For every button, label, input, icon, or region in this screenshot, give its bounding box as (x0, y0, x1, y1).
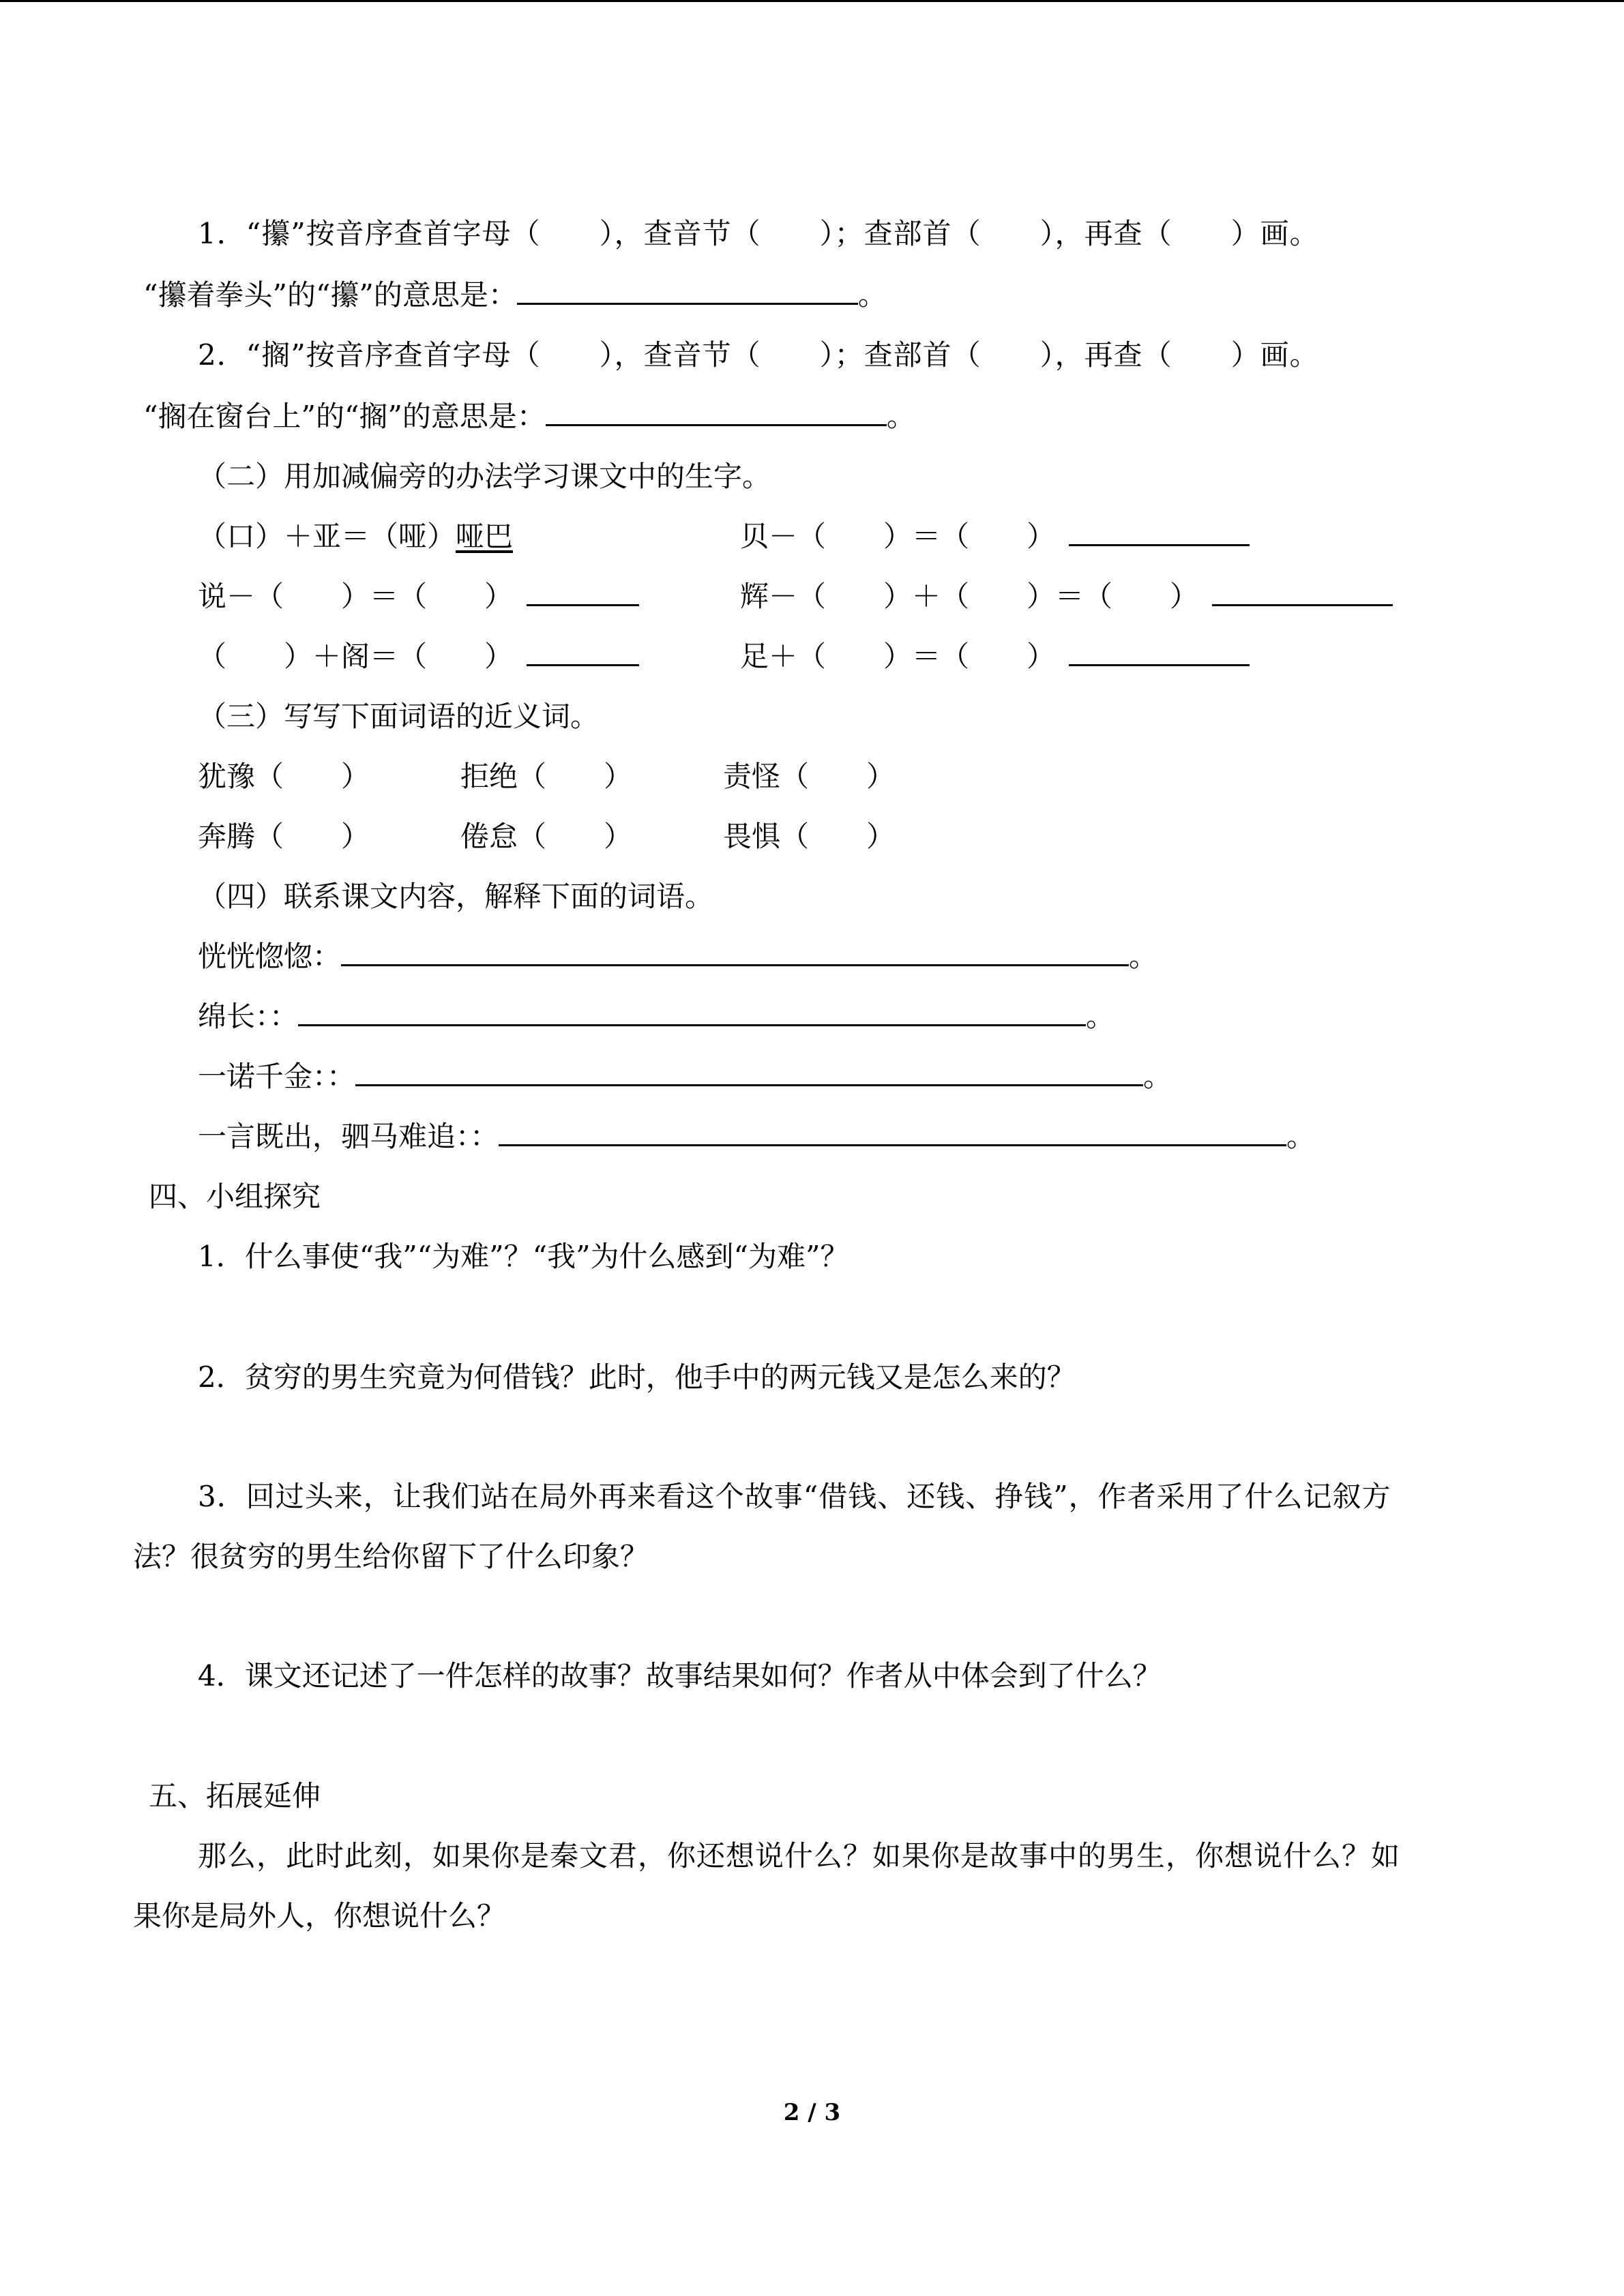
section-heading-extension: 五、拓展延伸 (149, 1779, 321, 1813)
page-top-border (0, 0, 1624, 2)
inquiry-question-3-cont: 法？很贫穷的男生给你留下了什么印象？ (133, 1540, 649, 1573)
q1-line-a: 1．“攥”按音序查首字母（ ），查音节（ ）；查部首（ ），再查（ ）画。 (198, 217, 1319, 250)
extension-paragraph: 那么，此时此刻，如果你是秦文君，你还想说什么？如果你是故事中的男生，你想说什么？如 (198, 1839, 1401, 1873)
q2-prompt: “搁在窗台上”的“搁”的意思是： (143, 400, 546, 433)
q2-line-a: 2．“搁”按音序查首字母（ ），查音节（ ）；查部首（ ），再查（ ）画。 (198, 338, 1319, 372)
term-label: 恍恍惚惚： (198, 940, 342, 973)
term-period: 。 (1129, 940, 1158, 973)
inquiry-question-2: 2．贫穷的男生究竟为何借钱？此时，他手中的两元钱又是怎么来的？ (198, 1360, 1076, 1394)
term-period: 。 (1286, 1120, 1316, 1153)
q2-period: 。 (886, 400, 915, 433)
term-answer-blank[interactable] (499, 1118, 1286, 1146)
synonym-item: 畏惧（ ） (723, 820, 896, 853)
term-row (198, 1056, 1172, 1097)
term-row (198, 936, 1157, 977)
sub2-blank[interactable] (1212, 578, 1393, 606)
q1-answer-blank[interactable] (517, 277, 858, 305)
sub2-row3-left (198, 636, 639, 677)
sub3-title: （三）写写下面词语的近义词。 (198, 700, 600, 733)
term-answer-blank[interactable] (341, 938, 1129, 966)
q2-answer-blank[interactable] (546, 398, 887, 426)
term-row (198, 1116, 1315, 1157)
q1-prompt: “攥着拳头”的“攥”的意思是： (143, 278, 517, 312)
sub2-title: （二）用加减偏旁的办法学习课文中的生字。 (198, 460, 771, 493)
sub2-formula: 足＋（ ）＝（ ） (740, 640, 1056, 673)
sub2-blank[interactable] (527, 578, 639, 606)
sub2-blank[interactable] (527, 638, 639, 666)
synonym-item: 责怪（ ） (723, 760, 896, 793)
sub2-blank[interactable] (1069, 638, 1250, 666)
page-number: 2 / 3 (783, 2099, 841, 2126)
inquiry-question-3: 3．回过头来，让我们站在局外再来看这个故事“借钱、还钱、挣钱”，作者采用了什么记叙方 (198, 1480, 1391, 1513)
synonym-item: 倦怠（ ） (460, 820, 633, 853)
term-label: 一言既出，驷马难追：： (198, 1120, 499, 1153)
term-answer-blank[interactable] (355, 1058, 1143, 1086)
sub2-row1-right (740, 516, 1250, 557)
term-period: 。 (1143, 1060, 1172, 1093)
extension-paragraph-cont: 果你是局外人，你想说什么？ (133, 1899, 506, 1933)
sub2-row3-right (740, 636, 1250, 677)
term-row (198, 996, 1114, 1037)
term-label: 一诺千金：： (198, 1060, 356, 1093)
synonym-item: 拒绝（ ） (460, 760, 633, 793)
sub2-formula: 辉－（ ）＋（ ）＝（ ） (740, 580, 1199, 613)
sub2-row2-right (740, 576, 1393, 617)
sub2-example-formula: （口）＋亚＝（哑） (198, 520, 456, 553)
inquiry-question-1: 1．什么事使“我”“为难”？“我”为什么感到“为难”？ (198, 1240, 849, 1273)
term-label: 绵长：： (198, 1000, 299, 1033)
sub2-formula: 贝－（ ）＝（ ） (740, 520, 1056, 553)
sub2-formula: 说－（ ）＝（ ） (198, 580, 514, 613)
term-period: 。 (1086, 1000, 1115, 1033)
sub2-example-answer: 哑巴 (456, 520, 514, 553)
q2-line-b (143, 396, 915, 437)
sub2-blank[interactable] (1069, 518, 1250, 546)
sub2-formula: （ ）＋阁＝（ ） (198, 640, 514, 673)
sub2-row1-left (198, 516, 513, 557)
term-answer-blank[interactable] (298, 998, 1086, 1026)
q1-line-b (143, 275, 887, 316)
sub4-title: （四）联系课文内容，解释下面的词语。 (198, 880, 714, 913)
sub2-row2-left (198, 576, 639, 617)
inquiry-question-4: 4．课文还记述了一件怎样的故事？故事结果如何？作者从中体会到了什么？ (198, 1659, 1162, 1693)
synonym-item: 犹豫（ ） (198, 760, 370, 793)
section-heading-group-inquiry: 四、小组探究 (149, 1180, 321, 1213)
q1-period: 。 (857, 278, 887, 312)
synonym-item: 奔腾（ ） (198, 820, 370, 853)
